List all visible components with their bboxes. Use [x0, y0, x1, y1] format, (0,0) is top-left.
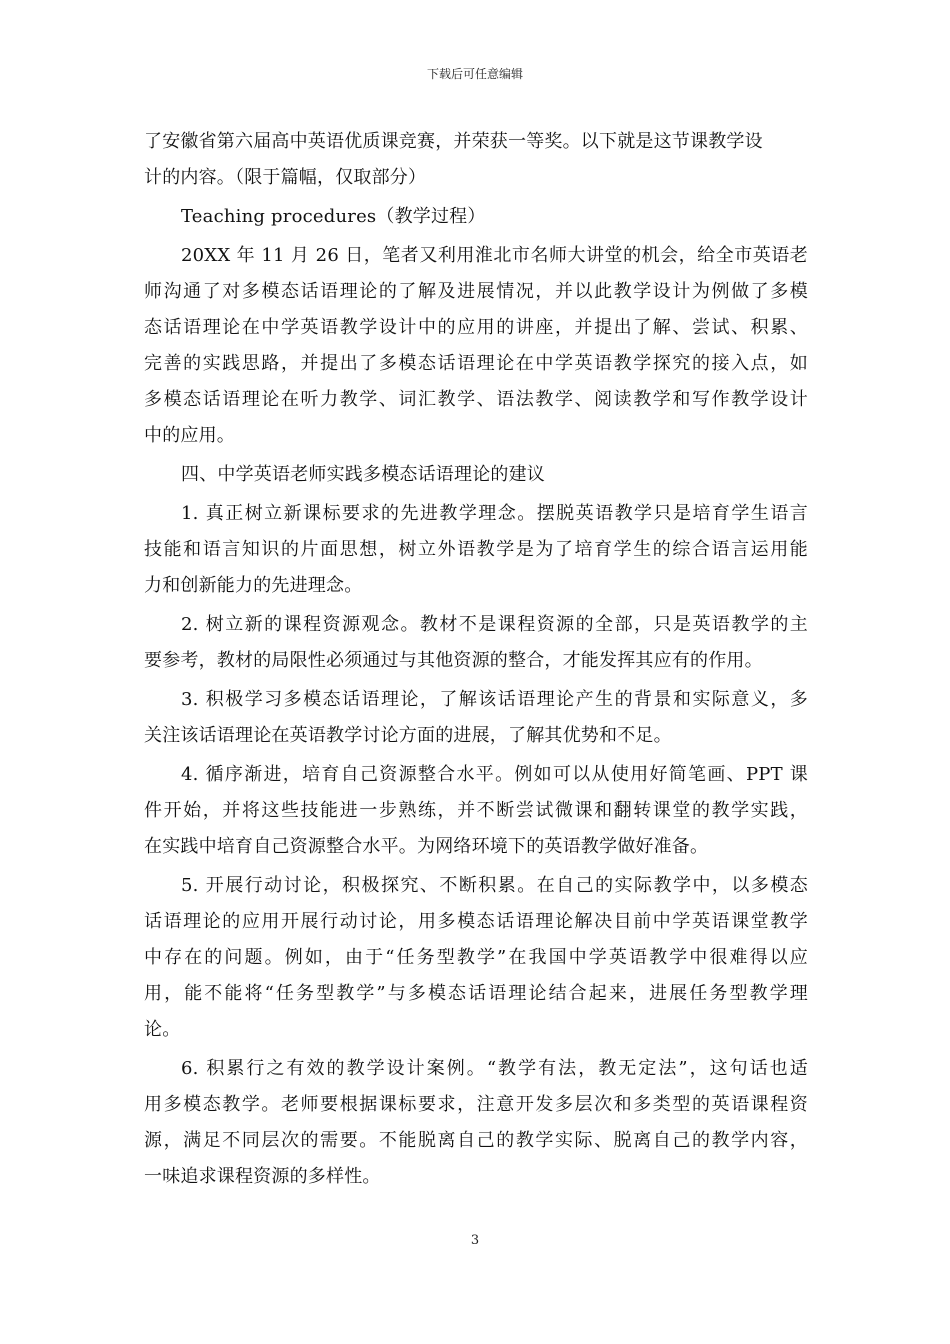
text-line: 多模态话语理论在听力教学、词汇教学、语法教学、阅读教学和写作教学设计	[144, 389, 808, 410]
text-line: 了安徽省第六届高中英语优质课竞赛，并荣获一等奖。以下就是这节课教学设	[144, 131, 763, 152]
page-number: 3	[470, 1233, 480, 1248]
text-line: 中存在的问题。例如，由于“任务型教学”在我国中学英语教学中很难得以应	[144, 947, 808, 968]
text-line: 中的应用。	[144, 425, 235, 446]
text-line: 一味追求课程资源的多样性。	[144, 1166, 381, 1187]
text-line: 6. 积累行之有效的教学设计案例。“教学有法，教无定法”，这句话也适	[181, 1058, 808, 1079]
text-line: 力和创新能力的先进理念。	[144, 575, 363, 596]
text-line: 态话语理论在中学英语教学设计中的应用的讲座，并提出了解、尝试、积累、	[144, 317, 808, 338]
section-heading: 四、中学英语老师实践多模态话语理论的建议	[181, 464, 545, 485]
text-line: 师沟通了对多模态话语理论的了解及进展情况，并以此教学设计为例做了多模	[144, 281, 808, 302]
text-line: 20XX 年 11 月 26 日，笔者又利用淮北市名师大讲堂的机会，给全市英语老	[181, 245, 808, 266]
section-heading: Teaching procedures（教学过程）	[181, 206, 486, 227]
page-header: 下载后可任意编辑	[426, 67, 523, 81]
text-line: 1. 真正树立新课标要求的先进教学理念。摆脱英语教学只是培育学生语言	[181, 503, 808, 524]
text-line: 件开始，并将这些技能进一步熟练，并不断尝试微课和翻转课堂的教学实践，	[144, 800, 808, 821]
text-line: 3. 积极学习多模态话语理论，了解该话语理论产生的背景和实际意义，多	[181, 689, 808, 710]
text-line: 用，能不能将“任务型教学”与多模态话语理论结合起来，进展任务型教学理	[144, 983, 808, 1004]
text-line: 论。	[144, 1019, 181, 1040]
text-line: 用多模态教学。老师要根据课标要求，注意开发多层次和多类型的英语课程资	[144, 1094, 808, 1115]
text-line: 完善的实践思路，并提出了多模态话语理论在中学英语教学探究的接入点，如	[144, 353, 808, 374]
text-line: 要参考，教材的局限性必须通过与其他资源的整合，才能发挥其应有的作用。	[144, 650, 763, 671]
text-line: 2. 树立新的课程资源观念。教材不是课程资源的全部，只是英语教学的主	[181, 614, 808, 635]
text-line: 源，满足不同层次的需要。不能脱离自己的教学实际、脱离自己的教学内容，	[144, 1130, 808, 1151]
text-line: 关注该话语理论在英语教学讨论方面的进展，了解其优势和不足。	[144, 725, 672, 746]
text-line: 4. 循序渐进，培育自己资源整合水平。例如可以从使用好简笔画、PPT 课	[181, 764, 808, 785]
text-line: 技能和语言知识的片面思想，树立外语教学是为了培育学生的综合语言运用能	[144, 539, 808, 560]
text-line: 话语理论的应用开展行动讨论，用多模态话语理论解决目前中学英语课堂教学	[144, 911, 808, 932]
text-line: 在实践中培育自己资源整合水平。为网络环境下的英语教学做好准备。	[144, 836, 709, 857]
text-line: 5. 开展行动讨论，积极探究、不断积累。在自己的实际教学中，以多模态	[181, 875, 808, 896]
document-body	[144, 124, 808, 1195]
text-line: 计的内容。（限于篇幅，仅取部分）	[144, 167, 427, 188]
